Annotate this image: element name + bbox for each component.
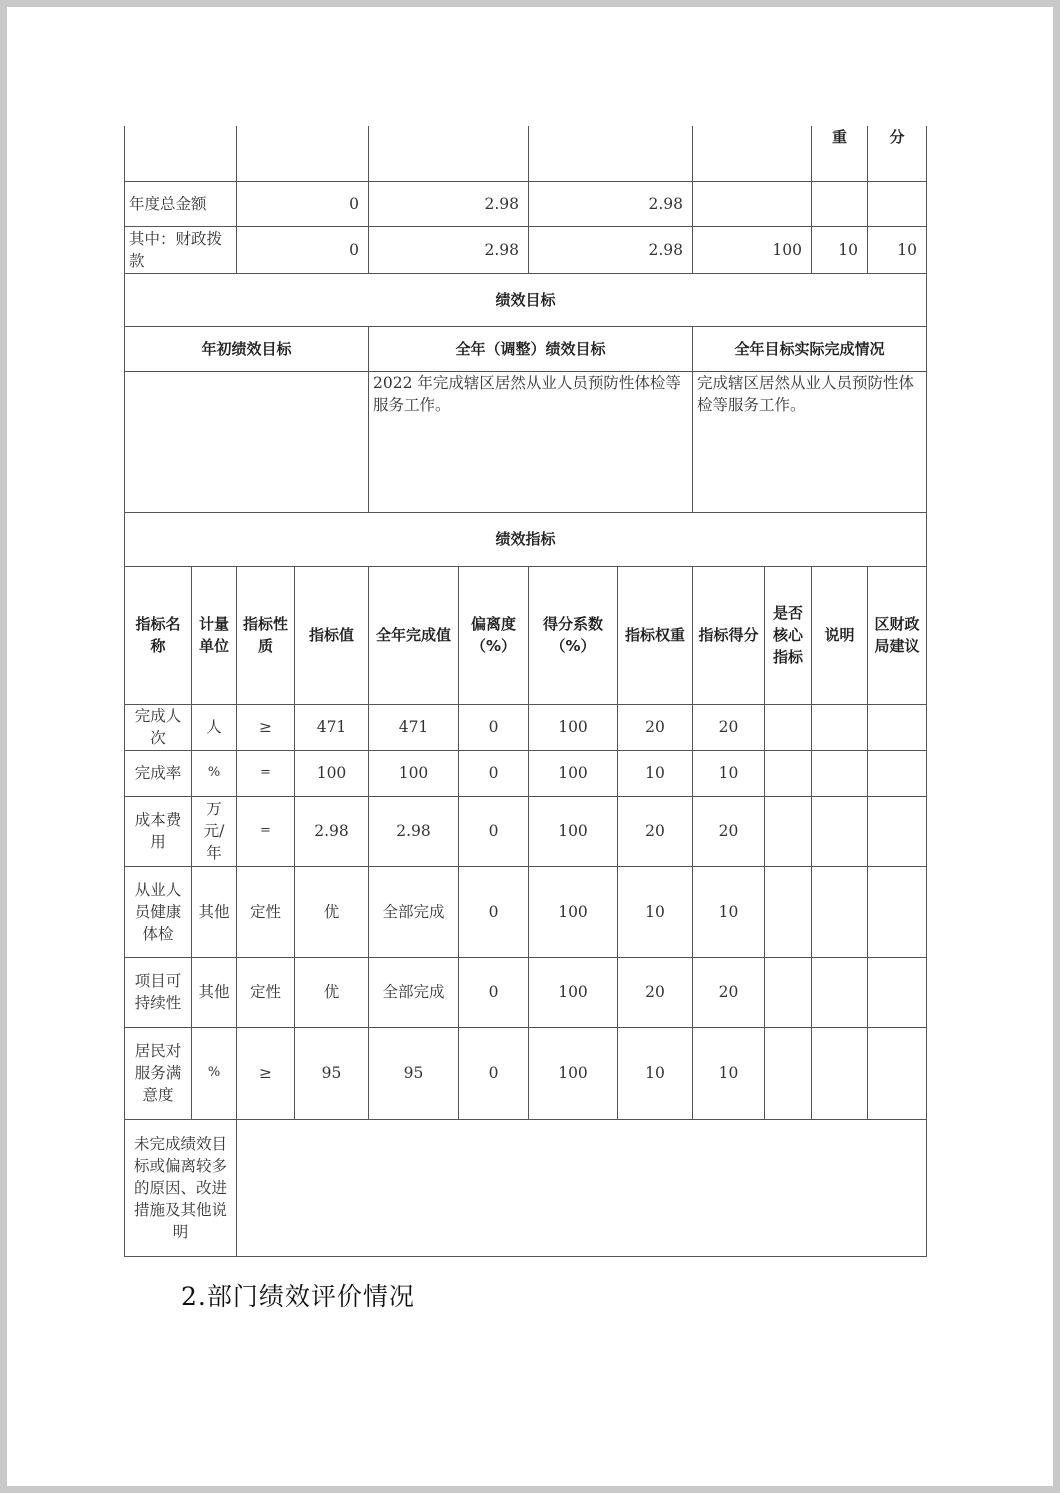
indicator-actual: 95 xyxy=(369,1027,459,1119)
indicator-nature: = xyxy=(237,796,295,866)
indicators-section-title: 绩效指标 xyxy=(125,512,927,566)
indicator-name: 从业人员健康体检 xyxy=(125,866,192,957)
budget-cell: 10 xyxy=(868,226,927,273)
budget-row-label: 其中：财政拨款 xyxy=(125,226,237,273)
budget-cell: 100 xyxy=(693,226,812,273)
indicator-score: 20 xyxy=(693,704,765,750)
budget-header-row xyxy=(125,126,927,181)
indicator-header: 得分系数（%） xyxy=(529,566,618,704)
indicator-target: 优 xyxy=(295,957,369,1027)
indicator-advice xyxy=(868,796,927,866)
indicator-coef: 100 xyxy=(529,1027,618,1119)
table-row xyxy=(125,957,927,1027)
goals-col-initial: 年初绩效目标 xyxy=(125,326,369,371)
indicator-target: 100 xyxy=(295,750,369,796)
budget-row-label: 年度总金额 xyxy=(125,181,237,226)
indicator-weight: 10 xyxy=(618,1027,693,1119)
indicator-deviation: 0 xyxy=(459,957,529,1027)
indicator-nature: ≥ xyxy=(237,1027,295,1119)
table-row xyxy=(125,866,927,957)
performance-table xyxy=(124,126,927,1257)
table-row xyxy=(125,704,927,750)
indicator-name: 项目可持续性 xyxy=(125,957,192,1027)
indicator-unit: 其他 xyxy=(192,957,237,1027)
budget-cell: 10 xyxy=(812,226,868,273)
budget-cell xyxy=(812,181,868,226)
indicator-score: 10 xyxy=(693,1027,765,1119)
indicator-nature: 定性 xyxy=(237,957,295,1027)
indicator-note xyxy=(812,750,868,796)
table-row xyxy=(125,1027,927,1119)
indicator-coef: 100 xyxy=(529,750,618,796)
indicators-header-row xyxy=(125,566,927,704)
goals-col-actual: 全年目标实际完成情况 xyxy=(693,326,927,371)
budget-row xyxy=(125,226,927,273)
unfinished-label: 未完成绩效目标或偏离较多的原因、改进措施及其他说明 xyxy=(125,1119,237,1256)
budget-cell: 0 xyxy=(237,226,369,273)
goals-section-title: 绩效目标 xyxy=(125,273,927,326)
unfinished-text xyxy=(237,1119,927,1256)
indicator-advice xyxy=(868,866,927,957)
indicator-note xyxy=(812,957,868,1027)
indicator-nature: ≥ xyxy=(237,704,295,750)
indicator-weight: 10 xyxy=(618,866,693,957)
indicator-coef: 100 xyxy=(529,796,618,866)
budget-cell: 0 xyxy=(237,181,369,226)
indicator-target: 2.98 xyxy=(295,796,369,866)
indicator-deviation: 0 xyxy=(459,866,529,957)
budget-cell: 2.98 xyxy=(529,226,693,273)
indicator-deviation: 0 xyxy=(459,704,529,750)
indicator-unit: % xyxy=(192,1027,237,1119)
budget-row xyxy=(125,181,927,226)
indicator-weight: 10 xyxy=(618,750,693,796)
indicator-actual: 471 xyxy=(369,704,459,750)
indicator-score: 20 xyxy=(693,796,765,866)
indicator-note xyxy=(812,1027,868,1119)
indicator-header: 指标得分 xyxy=(693,566,765,704)
indicator-nature: 定性 xyxy=(237,866,295,957)
indicator-advice xyxy=(868,957,927,1027)
budget-cell: 2.98 xyxy=(369,226,529,273)
indicator-core xyxy=(765,957,812,1027)
indicator-note xyxy=(812,796,868,866)
indicator-core xyxy=(765,796,812,866)
indicator-header: 是否核心指标 xyxy=(765,566,812,704)
indicator-weight: 20 xyxy=(618,957,693,1027)
indicator-header: 计量单位 xyxy=(192,566,237,704)
indicator-advice xyxy=(868,1027,927,1119)
indicator-unit: % xyxy=(192,750,237,796)
indicator-actual: 2.98 xyxy=(369,796,459,866)
goals-col-adjusted: 全年（调整）绩效目标 xyxy=(369,326,693,371)
indicator-actual: 全部完成 xyxy=(369,957,459,1027)
indicator-deviation: 0 xyxy=(459,796,529,866)
budget-header-score: 分 xyxy=(868,126,927,181)
indicator-coef: 100 xyxy=(529,866,618,957)
goals-actual-text: 完成辖区居然从业人员预防性体检等服务工作。 xyxy=(693,371,927,512)
section-heading: 2.部门绩效评价情况 xyxy=(181,1282,415,1311)
goals-initial-text xyxy=(125,371,369,512)
indicator-advice xyxy=(868,750,927,796)
indicator-target: 95 xyxy=(295,1027,369,1119)
indicator-note xyxy=(812,866,868,957)
indicator-header: 偏离度（%） xyxy=(459,566,529,704)
table-row xyxy=(125,750,927,796)
goals-adjusted-text: 2022 年完成辖区居然从业人员预防性体检等服务工作。 xyxy=(369,371,693,512)
indicator-actual: 全部完成 xyxy=(369,866,459,957)
indicator-core xyxy=(765,750,812,796)
indicator-header: 指标权重 xyxy=(618,566,693,704)
budget-cell: 2.98 xyxy=(369,181,529,226)
indicator-core xyxy=(765,866,812,957)
indicator-unit: 其他 xyxy=(192,866,237,957)
indicator-actual: 100 xyxy=(369,750,459,796)
indicator-header: 说明 xyxy=(812,566,868,704)
indicator-weight: 20 xyxy=(618,796,693,866)
budget-cell xyxy=(693,181,812,226)
indicator-name: 完成率 xyxy=(125,750,192,796)
indicator-header: 全年完成值 xyxy=(369,566,459,704)
indicator-target: 471 xyxy=(295,704,369,750)
indicator-name: 居民对服务满意度 xyxy=(125,1027,192,1119)
indicator-name: 完成人次 xyxy=(125,704,192,750)
indicator-advice xyxy=(868,704,927,750)
indicator-deviation: 0 xyxy=(459,750,529,796)
indicator-note xyxy=(812,704,868,750)
budget-cell: 2.98 xyxy=(529,181,693,226)
indicator-unit: 万元/年 xyxy=(192,796,237,866)
table-row xyxy=(125,796,927,866)
indicator-core xyxy=(765,704,812,750)
indicator-header: 指标性质 xyxy=(237,566,295,704)
indicator-score: 20 xyxy=(693,957,765,1027)
budget-header-weight: 重 xyxy=(812,126,868,181)
indicator-target: 优 xyxy=(295,866,369,957)
indicator-header: 区财政局建议 xyxy=(868,566,927,704)
unfinished-row xyxy=(125,1119,927,1256)
indicator-score: 10 xyxy=(693,750,765,796)
indicator-unit: 人 xyxy=(192,704,237,750)
indicator-weight: 20 xyxy=(618,704,693,750)
indicator-deviation: 0 xyxy=(459,1027,529,1119)
indicator-header: 指标名称 xyxy=(125,566,192,704)
indicator-coef: 100 xyxy=(529,957,618,1027)
indicator-name: 成本费用 xyxy=(125,796,192,866)
indicator-header: 指标值 xyxy=(295,566,369,704)
indicator-score: 10 xyxy=(693,866,765,957)
indicator-core xyxy=(765,1027,812,1119)
budget-cell xyxy=(868,181,927,226)
indicator-coef: 100 xyxy=(529,704,618,750)
indicator-nature: = xyxy=(237,750,295,796)
